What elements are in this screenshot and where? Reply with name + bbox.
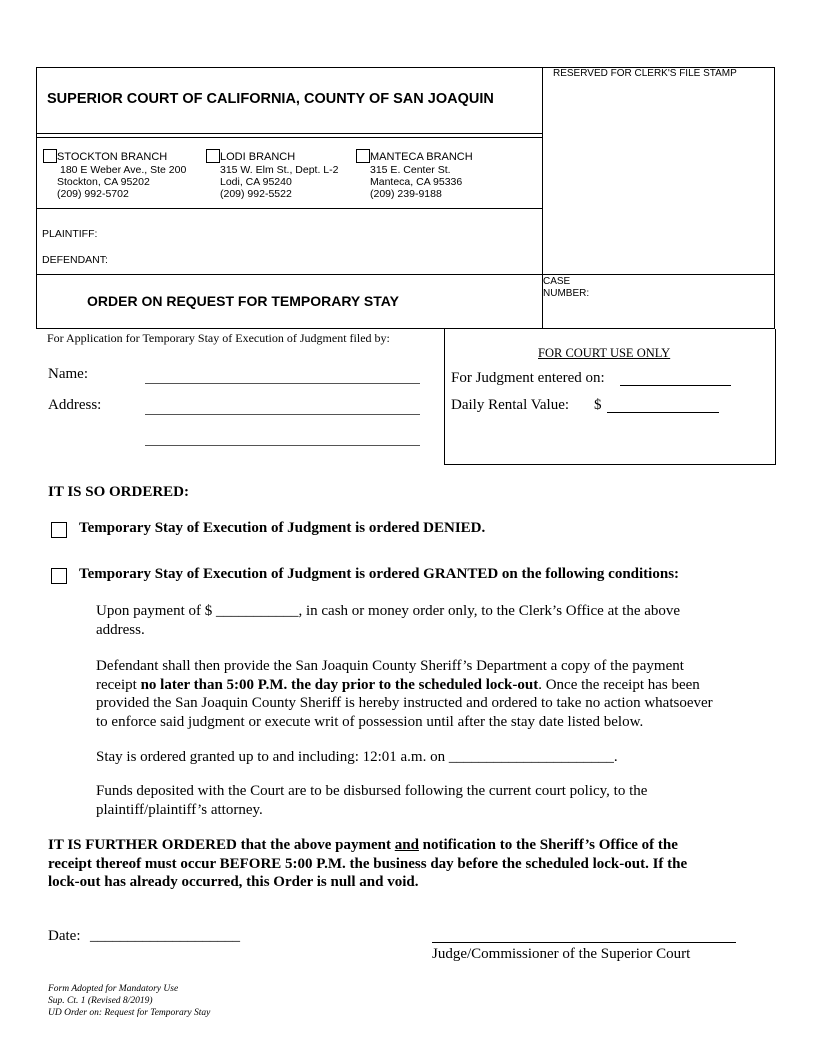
payment-text-a: Upon payment of $ — [96, 603, 216, 619]
date-label: Date: — [48, 928, 81, 944]
date-field[interactable]: ____________________ — [90, 928, 240, 944]
branch-address2: Lodi, CA 95240 — [220, 176, 292, 188]
case-number-label-2: NUMBER: — [543, 288, 590, 299]
stay-date-line[interactable]: Stay is ordered granted up to and including: 12:01 a.m. on ______________________. — [96, 749, 618, 765]
manteca-branch-checkbox[interactable] — [356, 149, 370, 163]
branch-address1: 315 W. Elm St., Dept. L-2 — [220, 164, 339, 176]
plaintiff-label: PLAINTIFF: — [42, 228, 98, 240]
lodi-branch-checkbox[interactable] — [206, 149, 220, 163]
daily-rental-label: Daily Rental Value: — [451, 397, 570, 413]
defendant-line-2b: no later than 5:00 P.M. the day prior to the scheduled lock-out — [140, 676, 539, 693]
payment-text-b: , in cash or money order only, to the Clerk’s Office at the above — [298, 603, 681, 619]
further-ordered — [48, 836, 687, 892]
payment-condition — [96, 602, 680, 639]
court-use-title: FOR COURT USE ONLY — [538, 346, 671, 360]
branch-phone: (209) 992-5522 — [220, 188, 292, 200]
branch-address1: 315 E. Center St. — [370, 164, 451, 176]
address-label: Address: — [48, 397, 102, 413]
denied-text: Temporary Stay of Execution of Judgment is ordered DENIED. — [79, 520, 486, 536]
judge-label: Judge/Commissioner of the Superior Court — [432, 946, 691, 962]
payment-amount-field[interactable]: ___________ — [215, 603, 299, 619]
daily-rental-field[interactable] — [607, 412, 719, 413]
footer-line-2: Sup. Ct. 1 (Revised 8/2019) — [48, 996, 153, 1006]
funds-line-2: plaintiff/plaintiff’s attorney. — [96, 801, 263, 818]
order-heading: IT IS SO ORDERED: — [48, 484, 190, 500]
judge-signature-line[interactable] — [432, 942, 736, 943]
defendant-line-2a: receipt — [96, 676, 141, 693]
further-line-1c: notification to the Sheriff’s Office of the — [418, 837, 678, 853]
denied-checkbox[interactable] — [51, 522, 67, 538]
branch-name: STOCKTON BRANCH — [57, 151, 168, 163]
address-field-2[interactable] — [145, 445, 420, 446]
judgment-date-label: For Judgment entered on: — [451, 370, 605, 386]
funds-line-1: Funds deposited with the Court are to be disbursed following the current court policy, to the — [96, 783, 648, 799]
address-field-1[interactable] — [145, 414, 420, 415]
further-line-2: receipt thereof must occur BEFORE 5:00 P.M. the business day before the scheduled lock-out. If the — [48, 855, 688, 872]
payment-text-c: address. — [96, 621, 145, 638]
clerk-stamp-label: RESERVED FOR CLERK'S FILE STAMP — [553, 68, 737, 79]
branch-address2: Manteca, CA 95336 — [370, 176, 463, 188]
branch-name: LODI BRANCH — [220, 151, 296, 163]
granted-text: Temporary Stay of Execution of Judgment is ordered GRANTED on the following conditions: — [79, 566, 680, 582]
further-line-3: lock-out has already occurred, this Order is null and void. — [48, 874, 419, 890]
case-number-label-1: CASE — [543, 276, 571, 287]
defendant-line-1: Defendant shall then provide the San Joaquin County Sheriff’s Department a copy of the payment — [96, 658, 684, 674]
court-name: SUPERIOR COURT OF CALIFORNIA, COUNTY OF SAN JOAQUIN — [47, 91, 494, 107]
branch-address2: Stockton, CA 95202 — [57, 176, 150, 188]
name-field[interactable] — [145, 383, 420, 384]
footer-line-3: UD Order on: Request for Temporary Stay — [48, 1008, 211, 1018]
footer-line-1: Form Adopted for Mandatory Use — [48, 984, 179, 994]
further-line-1a: IT IS FURTHER ORDERED that the above payment — [48, 837, 395, 853]
granted-checkbox[interactable] — [51, 568, 67, 584]
currency-symbol: $ — [594, 397, 602, 413]
defendant-line-3: provided the San Joaquin County Sheriff is hereby instructed and ordered to take no action whatsoever — [96, 695, 713, 711]
footer — [48, 983, 210, 1019]
judgment-date-field[interactable] — [620, 385, 731, 386]
name-label: Name: — [48, 366, 88, 382]
form-title: ORDER ON REQUEST FOR TEMPORARY STAY — [87, 293, 399, 309]
branch-phone: (209) 239-9188 — [370, 188, 442, 200]
application-intro: For Application for Temporary Stay of Execution of Judgment filed by: — [47, 331, 390, 345]
branch-address1: 180 E Weber Ave., Ste 200 — [60, 164, 187, 176]
branch-phone: (209) 992-5702 — [57, 188, 129, 200]
funds-condition — [96, 782, 647, 819]
stockton-branch-checkbox[interactable] — [43, 149, 57, 163]
defendant-line-4: to enforce said judgment or execute writ of possession until after the stay date listed below. — [96, 713, 644, 730]
defendant-condition — [96, 657, 713, 731]
further-line-1b: and — [394, 837, 419, 853]
defendant-line-2c: . Once the receipt has been — [538, 676, 700, 693]
branch-name: MANTECA BRANCH — [370, 151, 473, 163]
defendant-label: DEFENDANT: — [42, 254, 108, 266]
